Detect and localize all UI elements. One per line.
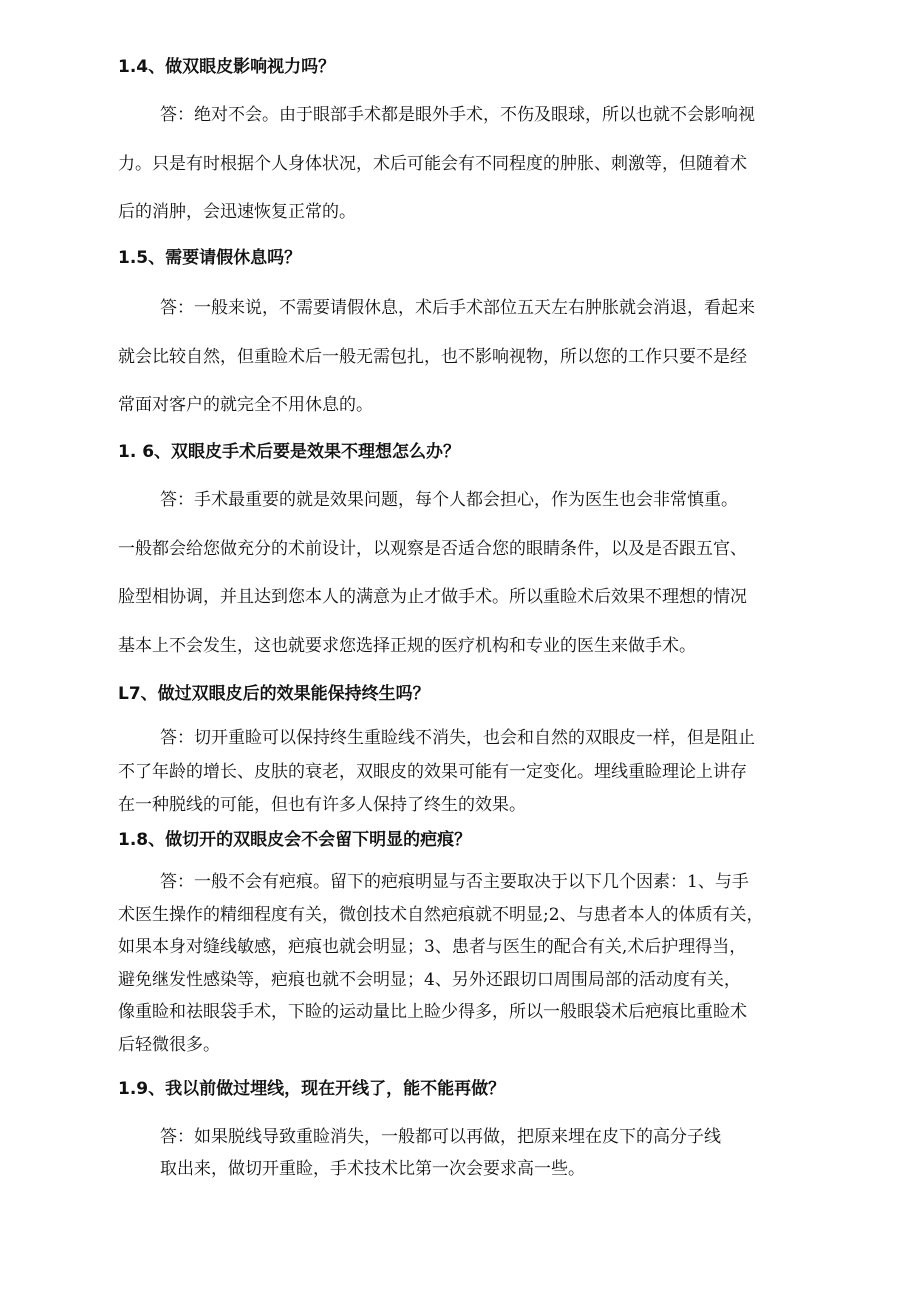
answer-line: 答：手术最重要的就是效果问题，每个人都会担心，作为医生也会非常慎重。	[160, 490, 738, 510]
answer-line: 不了年龄的增长、皮肤的衰老，双眼皮的效果可能有一定变化。埋线重睑理论上讲存	[118, 762, 747, 782]
answer-line: 答：一般来说，不需要请假休息，术后手术部位五天左右肿胀就会消退，看起来	[160, 298, 755, 318]
answer-line: 力。只是有时根据个人身体状况，术后可能会有不同程度的肿胀、刺激等，但随着术	[118, 154, 747, 174]
answer-line: 术医生操作的精细程度有关，微创技术自然疤痕就不明显;2、与患者本人的体质有关，	[118, 905, 764, 925]
answer-line: 答：一般不会有疤痕。留下的疤痕明显与否主要取决于以下几个因素：1、与手	[160, 872, 749, 892]
answer-line: 后的消肿，会迅速恢复正常的。	[118, 202, 356, 222]
answer-line: 在一种脱线的可能，但也有许多人保持了终生的效果。	[118, 795, 526, 815]
question-heading: 1.8、做切开的双眼皮会不会留下明显的疤痕？	[118, 830, 472, 850]
answer-line: 答：绝对不会。由于眼部手术都是眼外手术，不伤及眼球，所以也就不会影响视	[160, 105, 755, 125]
answer-line: 答：如果脱线导致重睑消失，一般都可以再做，把原来埋在皮下的高分子线	[160, 1127, 721, 1147]
answer-line: 就会比较自然，但重睑术后一般无需包扎，也不影响视物，所以您的工作只要不是经	[118, 347, 747, 367]
question-heading: 1.5、需要请假休息吗？	[118, 248, 302, 268]
question-heading: 1.9、我以前做过埋线，现在开线了，能不能再做？	[118, 1079, 506, 1099]
question-heading: 1. 6、双眼皮手术后要是效果不理想怎么办？	[118, 442, 461, 462]
answer-line: 基本上不会发生，这也就要求您选择正规的医疗机构和专业的医生来做手术。	[118, 636, 696, 656]
answer-line: 取出来，做切开重睑，手术技术比第一次会要求高一些。	[160, 1159, 585, 1179]
answer-line: 后轻微很多。	[118, 1035, 220, 1055]
question-heading: 1.4、做双眼皮影响视力吗？	[118, 57, 336, 77]
question-heading: L7、做过双眼皮后的效果能保持终生吗？	[118, 684, 430, 704]
answer-line: 常面对客户的就完全不用休息的。	[118, 395, 373, 415]
answer-line: 像重睑和祛眼袋手术，下睑的运动量比上睑少得多，所以一般眼袋术后疤痕比重睑术	[118, 1002, 747, 1022]
answer-line: 答：切开重睑可以保持终生重睑线不消失，也会和自然的双眼皮一样，但是阻止	[160, 728, 755, 748]
answer-line: 如果本身对缝线敏感，疤痕也就会明显；3、患者与医生的配合有关,术后护理得当，	[118, 937, 747, 957]
answer-line: 避免继发性感染等，疤痕也就不会明显；4、另外还跟切口周围局部的活动度有关，	[118, 970, 741, 990]
answer-line: 一般都会给您做充分的术前设计，以观察是否适合您的眼睛条件，以及是否跟五官、	[118, 539, 747, 559]
answer-line: 脸型相协调，并且达到您本人的满意为止才做手术。所以重睑术后效果不理想的情况	[118, 587, 747, 607]
